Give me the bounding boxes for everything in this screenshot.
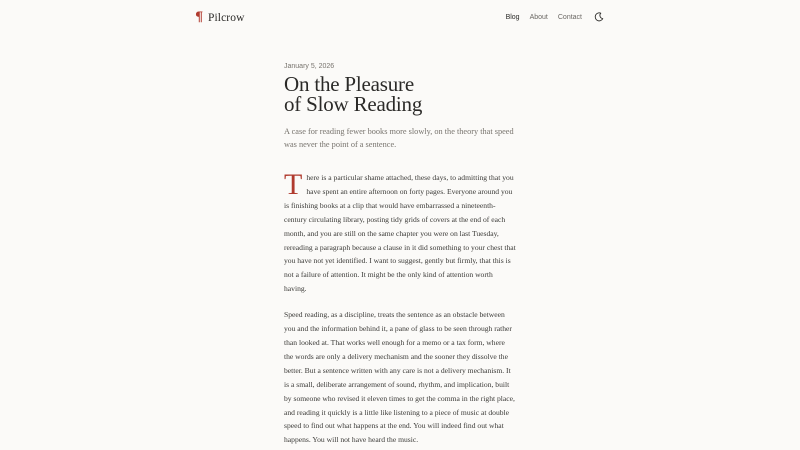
article-paragraph-1 bbox=[284, 168, 516, 296]
main-nav bbox=[506, 12, 604, 22]
article-paragraph-1-text: here is a particular shame attached, these days, to admitting that you have spent an entire afternoon on forty pages. Everyone around you is finishing books at a clip that would have embarrassed a nineteenth-century circulating library, posting tidy grids of covers at the end of each month, and you are still on the same chapter you were on last Tuesday, rereading a paragraph because a clause in it did something to your chest that you have not yet identified. I want to suggest, gently but firmly, that this is not a failure of attention. It might be the only kind of attention worth having. bbox=[284, 173, 516, 294]
brand-link[interactable] bbox=[195, 11, 244, 24]
post-title-line-1: On the Pleasure bbox=[284, 72, 414, 96]
post-subtitle: A case for reading fewer books more slowly, on the theory that speed was never the point of a sentence. bbox=[284, 127, 514, 149]
article-paragraph-2: Speed reading, as a discipline, treats the sentence as an obstacle between you and the information behind it, a pane of glass to be seen through rather than looked at. That works well enough for a memo or a tax form, where the words are only a delivery mechanism and the sooner they dissolve the better. But a sentence written with any care is not a delivery mechanism. It is a small, deliberate arrangement of sound, rhythm, and implication, built by someone who revised it eleven times to get the comma in the right place, and reading it quickly is a little like listening to a piece of music at double speed to find out what happens at the end. You will indeed find out what happens. You will not have heard the music. bbox=[284, 310, 515, 445]
brand-name: Pilcrow bbox=[208, 11, 245, 24]
nav-contact-link[interactable]: Contact bbox=[557, 13, 582, 21]
nav-blog-link[interactable]: Blog bbox=[505, 13, 520, 21]
site-header bbox=[0, 0, 800, 36]
post-date: January 5, 2026 bbox=[284, 63, 335, 70]
nav-about-link[interactable]: About bbox=[529, 13, 548, 21]
drop-cap: T bbox=[284, 168, 303, 201]
article bbox=[284, 61, 516, 447]
post-title-line-2: of Slow Reading bbox=[284, 92, 423, 116]
theme-toggle-button[interactable] bbox=[594, 12, 604, 22]
pilcrow-logo-icon: ¶ bbox=[195, 10, 204, 25]
moon-icon bbox=[594, 12, 604, 22]
post-title bbox=[284, 74, 516, 114]
